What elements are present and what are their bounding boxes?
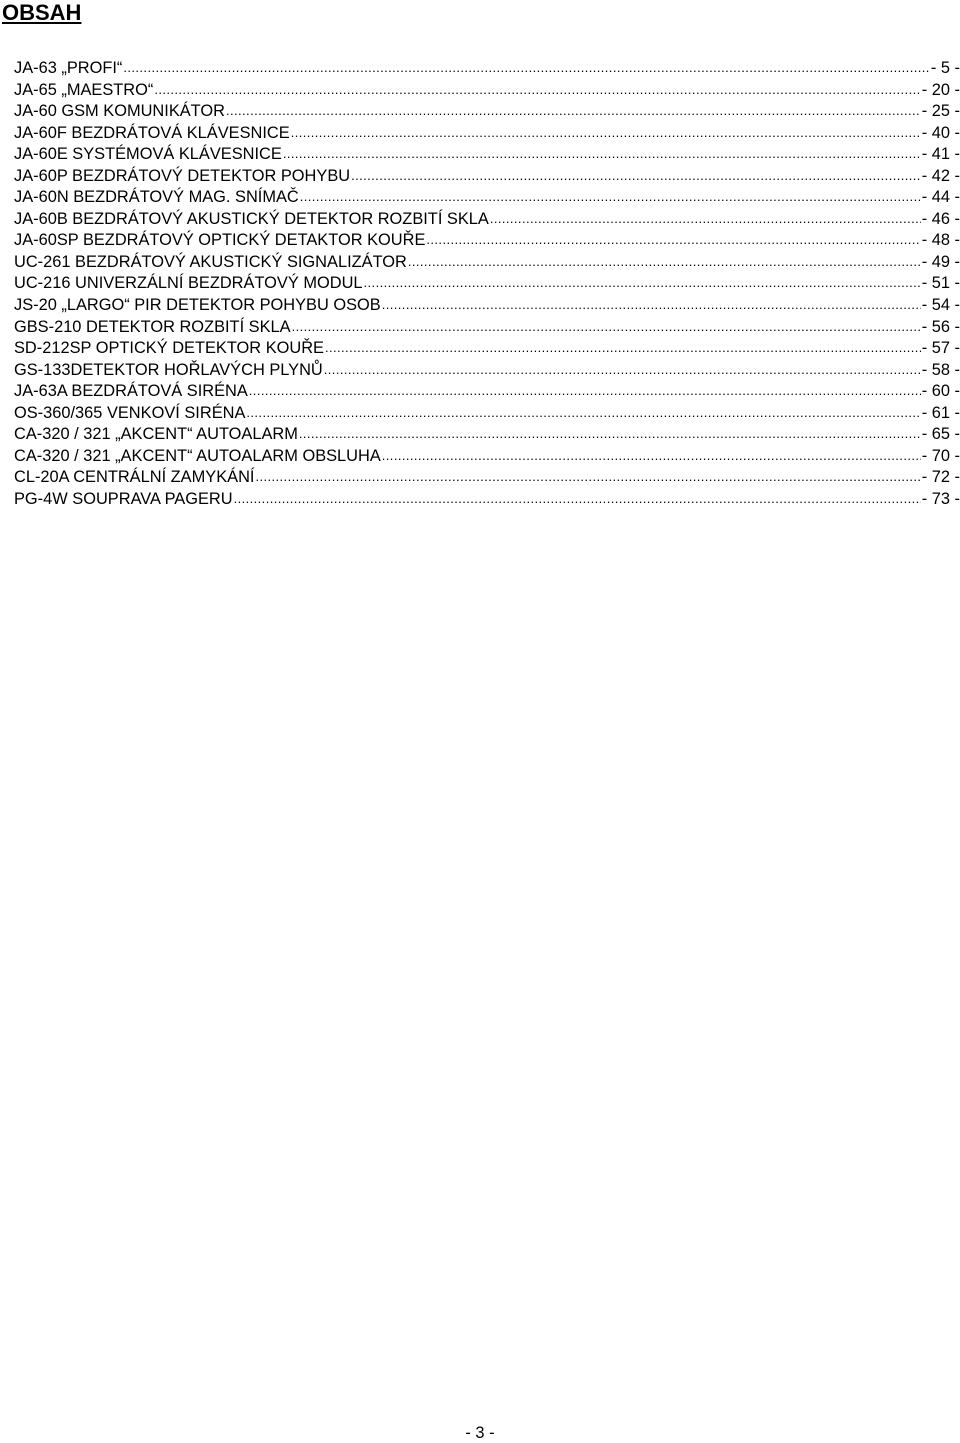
toc-entry[interactable]: [14, 209, 960, 231]
toc-dot-leader: [291, 122, 921, 144]
toc-entry[interactable]: [14, 467, 960, 489]
toc-dot-leader: [426, 229, 920, 251]
toc-entry[interactable]: [14, 230, 960, 252]
toc-entry[interactable]: [14, 360, 960, 382]
toc-dot-leader: [249, 380, 921, 402]
toc-entry-page: - 57 -: [921, 339, 960, 358]
toc-dot-leader: [490, 208, 921, 230]
toc-entry-page: - 25 -: [921, 102, 960, 121]
table-of-contents: [14, 58, 960, 510]
toc-entry-title: GS-133DETEKTOR HOŘLAVÝCH PLYNŮ: [14, 360, 323, 379]
toc-dot-leader: [351, 165, 921, 187]
toc-entry-title: UC-261 BEZDRÁTOVÝ AKUSTICKÝ SIGNALIZÁTOR: [14, 252, 407, 271]
toc-entry-page: - 58 -: [921, 360, 960, 379]
toc-entry-page: - 5 -: [930, 59, 960, 77]
page-title: OBSAH: [2, 0, 82, 25]
toc-entry-page: - 60 -: [921, 382, 960, 401]
toc-entry-title: CA-320 / 321 „AKCENT“ AUTOALARM OBSLUHA: [14, 446, 381, 465]
toc-entry[interactable]: [14, 424, 960, 446]
toc-dot-leader: [292, 316, 921, 338]
toc-entry[interactable]: [14, 403, 960, 425]
toc-dot-leader: [324, 359, 921, 381]
toc-dot-leader: [226, 100, 921, 122]
toc-entry-title: GBS-210 DETEKTOR ROZBITÍ SKLA: [14, 317, 291, 336]
toc-entry-page: - 65 -: [921, 425, 960, 444]
toc-entry-title: JA-65 „MAESTRO“: [14, 80, 154, 99]
toc-dot-leader: [154, 79, 920, 101]
toc-entry-title: JA-60 GSM KOMUNIKÁTOR: [14, 102, 225, 121]
toc-dot-leader: [123, 57, 929, 79]
toc-entry-title: JA-60N BEZDRÁTOVÝ MAG. SNÍMAČ: [14, 188, 299, 207]
toc-entry-title: SD-212SP OPTICKÝ DETEKTOR KOUŘE: [14, 339, 324, 358]
toc-entry-page: - 73 -: [921, 489, 960, 508]
toc-entry[interactable]: [14, 295, 960, 317]
toc-dot-leader: [325, 337, 921, 359]
toc-entry[interactable]: [14, 58, 960, 80]
toc-entry-title: UC-216 UNIVERZÁLNÍ BEZDRÁTOVÝ MODUL: [14, 274, 363, 293]
toc-entry-page: - 56 -: [921, 317, 960, 336]
toc-entry-title: JA-60SP BEZDRÁTOVÝ OPTICKÝ DETAKTOR KOUŘE: [14, 231, 426, 250]
toc-dot-leader: [300, 186, 921, 208]
toc-entry-title: JA-60E SYSTÉMOVÁ KLÁVESNICE: [14, 145, 282, 164]
toc-dot-leader: [364, 272, 921, 294]
toc-dot-leader: [234, 488, 921, 510]
toc-entry-page: - 44 -: [921, 188, 960, 207]
toc-entry-title: OS-360/365 VENKOVÍ SIRÉNA: [14, 403, 246, 422]
toc-dot-leader: [408, 251, 921, 273]
toc-entry-title: PG-4W SOUPRAVA PAGERU: [14, 489, 233, 508]
toc-entry-title: JA-63A BEZDRÁTOVÁ SIRÉNA: [14, 382, 248, 401]
toc-entry[interactable]: [14, 446, 960, 468]
toc-entry-page: - 41 -: [921, 145, 960, 164]
toc-entry[interactable]: [14, 80, 960, 102]
toc-entry-title: JS-20 „LARGO“ PIR DETEKTOR POHYBU OSOB: [14, 296, 381, 315]
toc-entry-page: - 54 -: [921, 296, 960, 315]
toc-entry[interactable]: [14, 144, 960, 166]
toc-entry-page: - 61 -: [921, 403, 960, 422]
toc-entry-title: JA-63 „PROFI“: [14, 59, 123, 77]
toc-entry[interactable]: [14, 187, 960, 209]
toc-entry-title: JA-60B BEZDRÁTOVÝ AKUSTICKÝ DETEKTOR ROZBITÍ SKLA: [14, 209, 489, 228]
toc-entry-page: - 20 -: [921, 80, 960, 99]
toc-entry[interactable]: [14, 252, 960, 274]
toc-entry[interactable]: [14, 338, 960, 360]
toc-entry-title: CA-320 / 321 „AKCENT“ AUTOALARM: [14, 425, 298, 444]
toc-dot-leader: [382, 294, 921, 316]
toc-entry-page: - 42 -: [921, 166, 960, 185]
toc-entry[interactable]: [14, 317, 960, 339]
toc-dot-leader: [246, 402, 920, 424]
toc-entry-page: - 72 -: [921, 468, 960, 487]
toc-dot-leader: [299, 423, 921, 445]
toc-dot-leader: [283, 143, 921, 165]
toc-entry[interactable]: [14, 166, 960, 188]
toc-entry[interactable]: [14, 489, 960, 511]
toc-entry-page: - 70 -: [921, 446, 960, 465]
toc-entry[interactable]: [14, 123, 960, 145]
toc-entry-page: - 40 -: [921, 123, 960, 142]
toc-dot-leader: [382, 445, 921, 467]
toc-entry[interactable]: [14, 101, 960, 123]
toc-entry-page: - 46 -: [921, 209, 960, 228]
toc-entry[interactable]: [14, 381, 960, 403]
toc-dot-leader: [255, 466, 920, 488]
toc-entry[interactable]: [14, 273, 960, 295]
toc-entry-title: CL-20A CENTRÁLNÍ ZAMYKÁNÍ: [14, 468, 255, 487]
toc-entry-title: JA-60P BEZDRÁTOVÝ DETEKTOR POHYBU: [14, 166, 351, 185]
toc-entry-page: - 49 -: [921, 252, 960, 271]
toc-entry-page: - 48 -: [921, 231, 960, 250]
toc-entry-title: JA-60F BEZDRÁTOVÁ KLÁVESNICE: [14, 123, 290, 142]
page-number: - 3 -: [465, 1424, 495, 1442]
toc-entry-page: - 51 -: [921, 274, 960, 293]
